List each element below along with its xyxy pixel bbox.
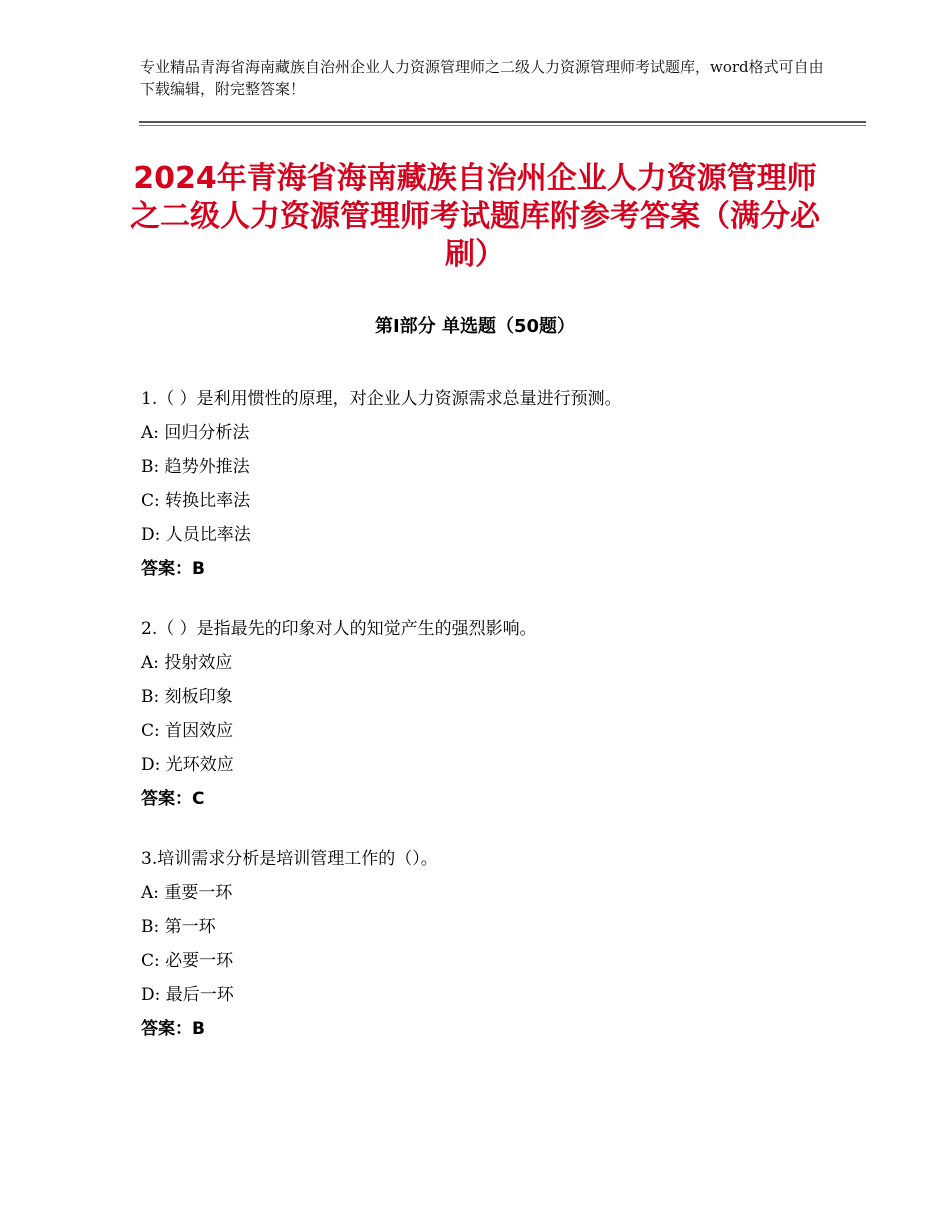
question-stem: 3.培训需求分析是培训管理工作的（）。 [141,849,438,869]
answer-line: 答案：C [141,789,205,809]
question-item [141,382,841,586]
option-a: A: 重要一环 [141,883,233,903]
question-item [141,612,841,816]
option-c: C: 转换比率法 [141,491,251,511]
header-rule-thick [139,121,866,123]
document-title: 2024年青海省海南藏族自治州企业人力资源管理师之二级人力资源管理师考试题库附参考答案（满分必刷） [130,161,820,272]
option-b: B: 趋势外推法 [141,457,250,477]
option-d: D: 最后一环 [141,985,234,1005]
header-rule-thin [139,125,866,126]
section-title: 第Ⅰ部分 单选题（50题） [374,316,575,337]
option-a: A: 投射效应 [141,653,233,673]
option-c: C: 首因效应 [141,721,234,741]
answer-line: 答案：B [141,1019,205,1039]
question-stem: 1.（ ）是利用惯性的原理，对企业人力资源需求总量进行预测。 [141,389,622,409]
option-d: D: 人员比率法 [141,525,251,545]
option-d: D: 光环效应 [141,755,234,775]
option-b: B: 刻板印象 [141,687,233,707]
option-b: B: 第一环 [141,917,216,937]
question-list [141,382,841,1072]
question-stem: 2.（ ）是指最先的印象对人的知觉产生的强烈影响。 [141,619,537,639]
answer-line: 答案：B [141,559,205,579]
question-item [141,842,841,1046]
option-c: C: 必要一环 [141,951,234,971]
option-a: A: 回归分析法 [141,423,250,443]
header-note: 专业精品青海省海南藏族自治州企业人力资源管理师之二级人力资源管理师考试题库，word格式可自由下载编辑，附完整答案！ [140,58,824,98]
